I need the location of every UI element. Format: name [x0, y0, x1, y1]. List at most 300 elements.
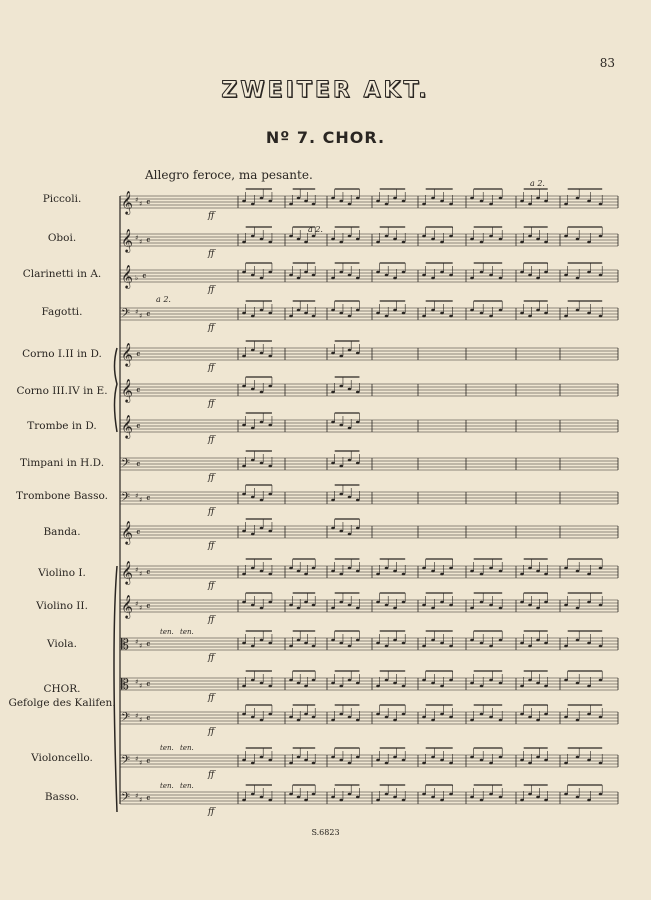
note-head — [376, 200, 380, 203]
note-head — [564, 604, 568, 607]
note-head — [348, 793, 352, 796]
sharp-sign: ♯ — [135, 600, 139, 608]
dynamic-marking: ff — [208, 807, 215, 817]
note-head — [520, 312, 524, 315]
note-head — [251, 203, 255, 206]
note-head — [489, 604, 493, 607]
note-head — [480, 573, 484, 576]
note-head — [422, 645, 426, 648]
note-head — [268, 200, 272, 203]
dynamic-marking: ff — [208, 363, 215, 373]
note-head — [431, 570, 435, 573]
note-head — [440, 759, 444, 762]
note-head — [339, 573, 343, 576]
plate-number: S.6823 — [311, 828, 340, 837]
time-signature: 𝄴 — [146, 198, 151, 209]
note-head — [393, 607, 397, 610]
note-head — [356, 796, 360, 799]
note-head — [599, 315, 603, 318]
note-head — [470, 607, 474, 610]
time-signature: 𝄴 — [136, 350, 141, 361]
sharp-sign: ♯ — [139, 200, 143, 208]
dynamic-marking: ff — [208, 615, 215, 625]
note-head — [260, 570, 264, 573]
sharp-sign: ♯ — [139, 759, 143, 767]
note-head — [356, 570, 360, 573]
note-head — [251, 459, 255, 462]
sharp-sign: ♯ — [139, 682, 143, 690]
note-head — [599, 274, 603, 277]
tenuto-marking: ten. — [180, 744, 194, 752]
note-head — [393, 796, 397, 799]
note-head — [544, 312, 548, 315]
note-head — [297, 238, 301, 241]
note-head — [289, 274, 293, 277]
note-head — [376, 241, 380, 244]
note-head — [440, 642, 444, 645]
note-head — [393, 309, 397, 312]
note-head — [348, 645, 352, 648]
note-head — [251, 235, 255, 238]
sharp-sign: ♯ — [135, 234, 139, 242]
note-head — [385, 274, 389, 277]
note-head — [528, 567, 532, 570]
note-head — [331, 499, 335, 502]
label-violino-1: Violino I. — [38, 567, 86, 579]
note-head — [440, 799, 444, 802]
note-head — [564, 716, 568, 719]
note-head — [376, 573, 380, 576]
note-head — [402, 241, 406, 244]
note-head — [385, 716, 389, 719]
note-head — [268, 355, 272, 358]
a2-marking: a 2. — [156, 295, 171, 304]
note-head — [470, 796, 474, 799]
note-head — [470, 309, 474, 312]
note-head — [393, 756, 397, 759]
note-head — [348, 388, 352, 391]
note-head — [422, 679, 426, 682]
clef-treble: 𝄞 — [121, 560, 133, 584]
note-head — [536, 277, 540, 280]
note-head — [356, 527, 360, 530]
note-head — [528, 645, 532, 648]
note-head — [536, 309, 540, 312]
clef-bass: 𝄢 — [121, 457, 131, 473]
note-head — [376, 271, 380, 274]
note-head — [385, 762, 389, 765]
note-head — [587, 799, 591, 802]
note-head — [339, 424, 343, 427]
note-head — [536, 682, 540, 685]
sharp-sign: ♯ — [135, 638, 139, 646]
note-head — [356, 352, 360, 355]
note-head — [402, 713, 406, 716]
note-head — [331, 527, 335, 530]
note-head — [576, 277, 580, 280]
note-head — [242, 799, 246, 802]
dynamic-marking: ff — [208, 323, 215, 333]
sharp-sign: ♯ — [135, 712, 139, 720]
note-head — [376, 799, 380, 802]
note-head — [499, 682, 503, 685]
note-head — [544, 573, 548, 576]
note-head — [520, 759, 524, 762]
note-head — [385, 567, 389, 570]
note-head — [520, 241, 524, 244]
note-head — [528, 679, 532, 682]
note-head — [449, 315, 453, 318]
note-head — [576, 309, 580, 312]
note-head — [402, 759, 406, 762]
note-head — [480, 200, 484, 203]
note-head — [312, 203, 316, 206]
note-head — [576, 796, 580, 799]
note-head — [268, 385, 272, 388]
time-signature: 𝄴 — [146, 494, 151, 505]
note-head — [331, 796, 335, 799]
note-head — [385, 203, 389, 206]
note-head — [331, 639, 335, 642]
sharp-sign: ♯ — [139, 642, 143, 650]
note-head — [544, 601, 548, 604]
note-head — [376, 713, 380, 716]
note-head — [297, 277, 301, 280]
clef-bass: 𝄢 — [121, 791, 131, 807]
note-head — [268, 530, 272, 533]
note-head — [422, 203, 426, 206]
note-head — [480, 601, 484, 604]
dynamic-marking: ff — [208, 727, 215, 737]
strings-brace — [114, 566, 117, 812]
note-head — [449, 203, 453, 206]
note-head — [356, 719, 360, 722]
note-head — [339, 200, 343, 203]
label-gefolge: Gefolge des Kalifen. — [8, 697, 116, 709]
note-head — [499, 277, 503, 280]
note-head — [576, 607, 580, 610]
note-head — [431, 682, 435, 685]
note-head — [242, 573, 246, 576]
note-head — [304, 312, 308, 315]
note-head — [268, 799, 272, 802]
note-head — [520, 573, 524, 576]
dynamic-marking: ff — [208, 473, 215, 483]
note-head — [422, 274, 426, 277]
note-head — [297, 197, 301, 200]
note-head — [587, 685, 591, 688]
label-piccoli: Piccoli. — [42, 193, 82, 205]
note-head — [289, 679, 293, 682]
note-head — [431, 309, 435, 312]
note-head — [348, 315, 352, 318]
note-head — [331, 277, 335, 280]
note-head — [312, 604, 316, 607]
note-head — [564, 274, 568, 277]
note-head — [599, 235, 603, 238]
note-head — [268, 424, 272, 427]
note-head — [331, 352, 335, 355]
note-head — [304, 642, 308, 645]
note-head — [393, 570, 397, 573]
note-head — [304, 241, 308, 244]
note-head — [489, 315, 493, 318]
note-head — [449, 679, 453, 682]
note-head — [312, 315, 316, 318]
dynamic-marking: ff — [208, 770, 215, 780]
note-head — [431, 719, 435, 722]
note-head — [331, 421, 335, 424]
note-head — [242, 465, 246, 468]
note-head — [260, 238, 264, 241]
flat-sign: ♭ — [135, 274, 139, 282]
note-head — [331, 309, 335, 312]
note-head — [260, 719, 264, 722]
note-head — [348, 762, 352, 765]
note-head — [528, 762, 532, 765]
note-head — [520, 642, 524, 645]
note-head — [599, 793, 603, 796]
note-head — [331, 682, 335, 685]
note-head — [304, 713, 308, 716]
note-head — [260, 756, 264, 759]
note-head — [528, 315, 532, 318]
note-head — [304, 759, 308, 762]
clef-alto: 𝄡 — [121, 637, 129, 653]
note-head — [385, 793, 389, 796]
sharp-sign: ♯ — [139, 312, 143, 320]
note-head — [339, 355, 343, 358]
note-head — [356, 309, 360, 312]
note-head — [304, 200, 308, 203]
time-signature: 𝄴 — [146, 602, 151, 613]
tenuto-marking: ten. — [180, 628, 194, 636]
note-head — [385, 315, 389, 318]
note-head — [528, 716, 532, 719]
note-head — [470, 277, 474, 280]
label-timpani: Timpani in H.D. — [19, 457, 105, 469]
time-signature: 𝄴 — [136, 460, 141, 471]
note-head — [376, 685, 380, 688]
note-head — [297, 682, 301, 685]
page-number: 83 — [599, 56, 615, 70]
note-head — [499, 719, 503, 722]
time-signature: 𝄴 — [142, 272, 147, 283]
tenuto-marking: ten. — [160, 782, 174, 790]
label-banda: Banda. — [43, 526, 81, 538]
note-head — [449, 645, 453, 648]
note-head — [331, 607, 335, 610]
note-head — [339, 312, 343, 315]
note-head — [587, 601, 591, 604]
note-head — [528, 604, 532, 607]
note-head — [260, 462, 264, 465]
note-head — [331, 391, 335, 394]
note-head — [536, 238, 540, 241]
note-head — [576, 682, 580, 685]
note-head — [449, 274, 453, 277]
note-head — [431, 639, 435, 642]
note-head — [402, 601, 406, 604]
note-head — [348, 567, 352, 570]
note-head — [289, 604, 293, 607]
note-head — [393, 197, 397, 200]
note-head — [393, 277, 397, 280]
note-head — [339, 385, 343, 388]
note-head — [260, 309, 264, 312]
note-head — [251, 496, 255, 499]
dynamic-marking: ff — [208, 653, 215, 663]
note-head — [489, 235, 493, 238]
note-head — [331, 756, 335, 759]
sharp-sign: ♯ — [135, 308, 139, 316]
tempo-marking: Allegro feroce, ma pesante. — [145, 168, 313, 182]
note-head — [260, 527, 264, 530]
note-head — [470, 570, 474, 573]
note-head — [576, 570, 580, 573]
note-head — [251, 793, 255, 796]
tenuto-marking: ten. — [160, 628, 174, 636]
note-head — [422, 315, 426, 318]
note-head — [480, 685, 484, 688]
note-head — [260, 277, 264, 280]
note-head — [297, 607, 301, 610]
note-head — [599, 604, 603, 607]
note-head — [356, 462, 360, 465]
note-head — [520, 685, 524, 688]
note-head — [480, 642, 484, 645]
note-head — [587, 312, 591, 315]
dynamic-marking: ff — [208, 249, 215, 259]
note-head — [422, 793, 426, 796]
note-head — [289, 235, 293, 238]
note-head — [402, 799, 406, 802]
note-head — [348, 679, 352, 682]
note-head — [289, 645, 293, 648]
note-head — [242, 241, 246, 244]
note-head — [339, 799, 343, 802]
dynamic-marking: ff — [208, 285, 215, 295]
note-head — [242, 385, 246, 388]
note-head — [599, 679, 603, 682]
note-head — [356, 421, 360, 424]
note-head — [536, 639, 540, 642]
sharp-sign: ♯ — [139, 796, 143, 804]
note-head — [242, 424, 246, 427]
label-chor: CHOR. — [43, 683, 81, 695]
note-head — [251, 604, 255, 607]
note-head — [297, 756, 301, 759]
note-head — [297, 570, 301, 573]
note-head — [260, 639, 264, 642]
note-head — [297, 796, 301, 799]
note-head — [339, 713, 343, 716]
label-clarinetti: Clarinetti in A. — [22, 268, 102, 280]
note-head — [289, 203, 293, 206]
note-head — [576, 238, 580, 241]
note-head — [242, 530, 246, 533]
note-head — [339, 241, 343, 244]
dynamic-marking: ff — [208, 435, 215, 445]
note-head — [297, 719, 301, 722]
note-head — [520, 200, 524, 203]
note-head — [268, 465, 272, 468]
label-corno-3-4: Corno III.IV in E. — [16, 385, 108, 397]
clef-treble: 𝄞 — [121, 190, 133, 214]
note-head — [312, 274, 316, 277]
note-head — [489, 274, 493, 277]
note-head — [348, 427, 352, 430]
note-head — [376, 312, 380, 315]
note-head — [356, 391, 360, 394]
note-head — [402, 573, 406, 576]
note-head — [499, 309, 503, 312]
time-signature: 𝄴 — [146, 236, 151, 247]
label-corno-1-2: Corno I.II in D. — [22, 348, 102, 360]
note-head — [339, 530, 343, 533]
note-head — [449, 793, 453, 796]
note-head — [599, 203, 603, 206]
note-head — [356, 682, 360, 685]
note-head — [599, 645, 603, 648]
note-head — [489, 567, 493, 570]
note-head — [449, 716, 453, 719]
note-head — [268, 642, 272, 645]
note-head — [587, 200, 591, 203]
note-head — [587, 713, 591, 716]
note-head — [268, 601, 272, 604]
note-head — [376, 759, 380, 762]
note-head — [449, 604, 453, 607]
clef-treble: 𝄞 — [121, 378, 133, 402]
note-head — [242, 713, 246, 716]
note-head — [297, 639, 301, 642]
note-head — [268, 241, 272, 244]
note-head — [440, 601, 444, 604]
note-head — [356, 277, 360, 280]
note-head — [480, 799, 484, 802]
note-head — [544, 713, 548, 716]
clef-treble: 𝄞 — [121, 520, 133, 544]
note-head — [393, 238, 397, 241]
note-head — [564, 315, 568, 318]
note-head — [304, 601, 308, 604]
note-head — [576, 756, 580, 759]
clef-treble: 𝄞 — [121, 264, 133, 288]
sharp-sign: ♯ — [135, 678, 139, 686]
note-head — [242, 355, 246, 358]
note-head — [393, 719, 397, 722]
time-signature: 𝄴 — [146, 714, 151, 725]
tenuto-marking: ten. — [160, 744, 174, 752]
note-head — [297, 309, 301, 312]
note-head — [356, 607, 360, 610]
clef-treble: 𝄞 — [121, 342, 133, 366]
note-head — [489, 716, 493, 719]
time-signature: 𝄴 — [146, 680, 151, 691]
note-head — [251, 533, 255, 536]
note-head — [440, 573, 444, 576]
note-head — [576, 639, 580, 642]
note-head — [489, 679, 493, 682]
note-head — [268, 713, 272, 716]
note-head — [339, 271, 343, 274]
note-head — [489, 645, 493, 648]
note-head — [402, 312, 406, 315]
note-head — [268, 312, 272, 315]
note-head — [544, 799, 548, 802]
label-trombe: Trombe in D. — [27, 420, 97, 432]
